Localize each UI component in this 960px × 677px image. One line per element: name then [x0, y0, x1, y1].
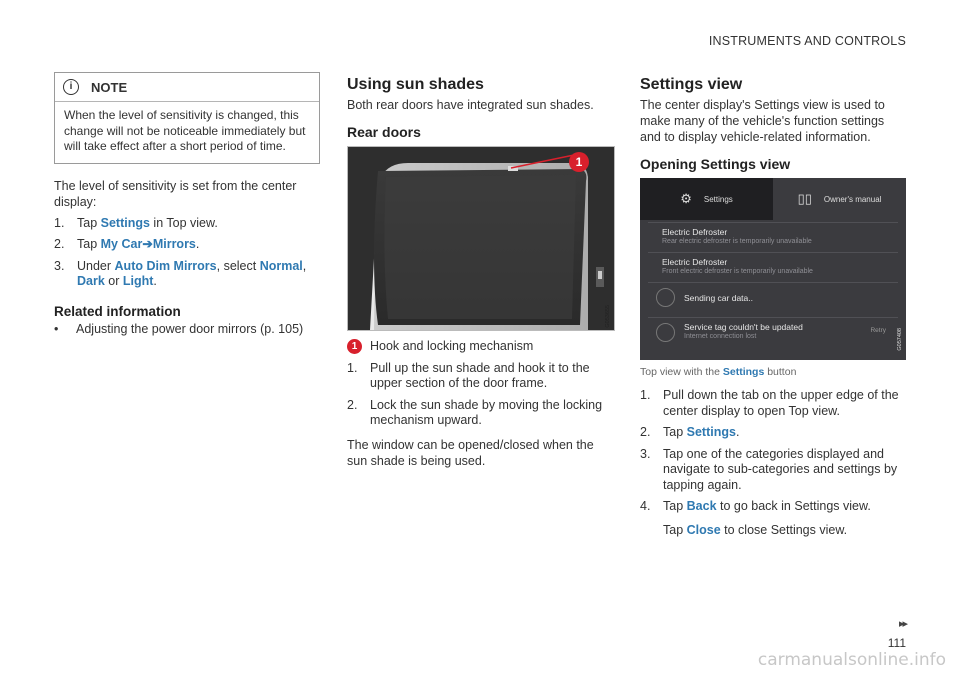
screen-tab-settings: ⚙ Settings — [640, 178, 773, 220]
opening-settings-heading: Opening Settings view — [640, 156, 791, 172]
screen-tab-manual: ▯▯ Owner's manual — [797, 191, 882, 206]
progress-circle-icon — [656, 288, 675, 307]
back-keyword: Back — [686, 499, 717, 513]
column-3 — [640, 76, 906, 538]
settings-keyword: Settings — [686, 425, 736, 439]
watermark: carmanualsonline.info — [757, 650, 946, 670]
step-3: 3. Under Auto Dim Mirrors, select Normal, Dark or Light. — [54, 258, 307, 288]
step-2: 2. Lock the sun shade by moving the locking mechanism upward. — [347, 397, 603, 427]
settings-keyword: Settings — [100, 215, 150, 230]
callout-badge: 1 — [347, 339, 362, 354]
gear-icon: ⚙ — [680, 191, 692, 206]
step-3: 3. Tap one of the categories displayed and navigate to sub-categories and settings by tapping again. — [640, 446, 898, 492]
settings-screen — [640, 178, 906, 360]
related-item[interactable]: • Adjusting the power door mirrors (p. 105) — [54, 321, 304, 336]
note-box — [54, 72, 320, 164]
mirrors-keyword: Mirrors — [152, 237, 196, 251]
next-page-arrows[interactable]: ▸▸ — [898, 618, 906, 630]
figure-caption: Top view with the Settings button — [640, 366, 797, 378]
settings-view-intro: The center display's Settings view is used to make many of the vehicle's function settings and to display vehicle-related information. — [640, 98, 885, 144]
note-header — [55, 73, 319, 102]
step-1: 1. Tap Settings in Top view. — [54, 215, 218, 230]
dark-keyword: Dark — [77, 274, 105, 288]
sun-shade-steps — [347, 361, 613, 429]
sun-shades-intro: Both rear doors have integrated sun shades. — [347, 98, 594, 112]
running-header: INSTRUMENTS AND CONTROLS — [708, 34, 906, 48]
sun-shade-figure — [347, 146, 615, 331]
column-2 — [347, 76, 613, 469]
screen-row: Electric Defroster Rear electric defroster is temporarily unavailable — [648, 222, 898, 252]
info-icon: i — [63, 79, 79, 95]
caption-keyword: Settings — [722, 366, 765, 378]
settings-view-title: Settings view — [640, 76, 743, 93]
step-2: 2. Tap My Car➔Mirrors. — [54, 237, 200, 251]
step-1: 1. Pull up the sun shade and hook it to the upper section of the door frame. — [347, 360, 590, 390]
settings-steps — [640, 388, 906, 515]
screen-top-bar — [640, 178, 906, 220]
arrow-right-icon: ➔ — [142, 237, 153, 251]
close-keyword: Close — [686, 522, 721, 537]
book-icon: ▯▯ — [797, 191, 812, 206]
progress-circle-icon — [656, 323, 675, 342]
auto-dim-keyword: Auto Dim Mirrors — [114, 258, 217, 273]
page-number: 111 — [887, 636, 906, 650]
step-4: 4. Tap Back to go back in Settings view. — [640, 499, 871, 513]
normal-keyword: Normal — [259, 258, 303, 273]
figure-code: G053655 — [605, 305, 611, 328]
step-1: 1. Pull down the tab on the upper edge of the center display to open Top view. — [640, 388, 899, 418]
screen-row: Service tag couldn't be updated Internet connection lost Retry — [648, 317, 898, 352]
settings-screen-figure — [640, 178, 906, 360]
callout-legend — [347, 339, 613, 355]
rear-doors-heading: Rear doors — [347, 124, 421, 140]
screen-notification-list — [648, 222, 898, 352]
callout-text: Hook and locking mechanism — [370, 339, 534, 353]
figure-callout-1: 1 — [569, 152, 589, 172]
step-2: 2. Tap Settings. — [640, 425, 740, 439]
related-info-heading: Related information — [54, 303, 181, 319]
screen-row: Sending car data.. — [648, 282, 898, 317]
screen-retry: Retry — [870, 327, 886, 334]
light-keyword: Light — [122, 274, 154, 288]
note-title: NOTE — [91, 79, 128, 95]
note-body: When the level of sensitivity is changed, this change will not be noticeable immediately but will take effect after a short period of time. — [64, 108, 306, 153]
column-1 — [54, 72, 320, 337]
sensitivity-intro: The level of sensitivity is set from the center display: — [54, 178, 297, 209]
sun-shade-illustration — [348, 147, 614, 330]
my-car-keyword: My Car — [100, 237, 143, 251]
screen-row: Electric Defroster Front electric defroster is temporarily unavailable — [648, 252, 898, 282]
sun-shade-outro: The window can be opened/closed when the sun shade is being used. — [347, 437, 594, 468]
sun-shades-title: Using sun shades — [347, 76, 484, 93]
sensitivity-steps — [54, 216, 320, 290]
step-4-extra: Tap Close to close Settings view. — [663, 522, 848, 537]
figure-code: G057408 — [897, 328, 903, 351]
